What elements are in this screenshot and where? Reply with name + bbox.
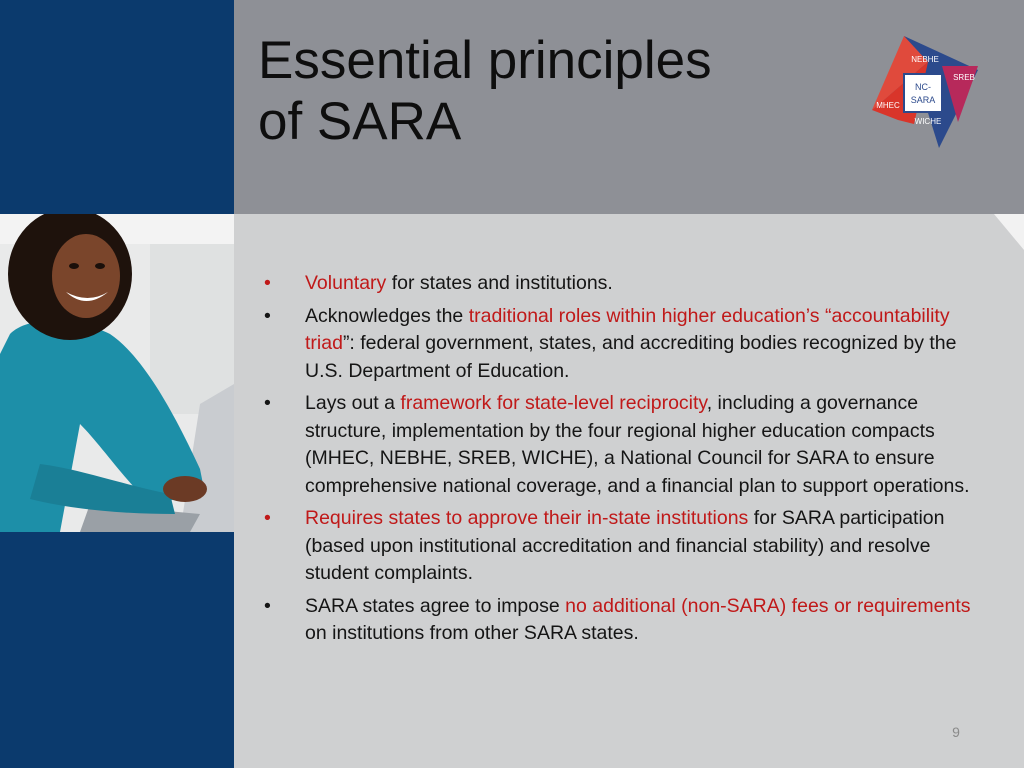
bullet-highlight: Requires states to approve their in-state institutions bbox=[305, 507, 749, 529]
bullet-text: on institutions from other SARA states. bbox=[305, 622, 639, 644]
page-curl-decoration bbox=[994, 190, 1024, 250]
logo-sreb: SREB bbox=[953, 73, 975, 82]
logo-nebhe: NEBHE bbox=[911, 55, 939, 64]
slide-title bbox=[258, 30, 818, 152]
list-item bbox=[264, 505, 972, 588]
bullet-text: Acknowledges the bbox=[305, 304, 469, 327]
bullet-text: SARA states agree to impose bbox=[305, 594, 566, 617]
student-photo bbox=[0, 214, 234, 532]
bullet-highlight: Voluntary bbox=[305, 272, 387, 294]
list-item bbox=[264, 270, 972, 298]
bullet-text: ”: federal government, states, and accrediting bodies recognized by the U.S. Department of Education. bbox=[305, 332, 957, 382]
bullet-dot: • bbox=[264, 272, 271, 294]
bullet-dot: • bbox=[264, 594, 271, 617]
logo-sara: SARA bbox=[910, 95, 936, 105]
logo-center-box bbox=[904, 74, 942, 112]
bullet-text: Lays out a bbox=[305, 392, 401, 414]
bullet-text: , including a governance structure, implementation by the four regional higher education compacts (MHEC, NEBHE, SREB, WICHE), a National Council for SARA to ensure comprehensive national coverage, and a financial plan to support operations. bbox=[305, 392, 970, 497]
slide-title-line1: Essential principles bbox=[258, 31, 712, 90]
principles-list bbox=[264, 270, 972, 653]
list-item bbox=[264, 390, 972, 500]
list-item bbox=[264, 303, 972, 386]
logo-wiche: WICHE bbox=[914, 117, 942, 126]
page-number: 9 bbox=[952, 724, 960, 740]
bullet-dot: • bbox=[264, 507, 271, 529]
bullet-dot: • bbox=[264, 392, 271, 414]
logo-mhec: MHEC bbox=[876, 101, 900, 110]
nc-sara-logo bbox=[868, 36, 982, 148]
bullet-highlight: no additional (non-SARA) fees or requirements bbox=[565, 594, 971, 617]
slide-title-line2: of SARA bbox=[258, 92, 462, 151]
bullet-highlight: traditional roles within higher education’s “accountability triad bbox=[305, 304, 950, 354]
bullet-text: for states and institutions. bbox=[386, 272, 613, 294]
logo-nc: NC- bbox=[915, 82, 931, 92]
bullet-highlight: framework for state-level reciprocity bbox=[400, 392, 707, 414]
list-item bbox=[264, 593, 972, 648]
bullet-dot: • bbox=[264, 304, 271, 327]
bullet-text: for SARA participation (based upon institutional accreditation and financial stability) and resolve student complaints. bbox=[305, 507, 945, 584]
